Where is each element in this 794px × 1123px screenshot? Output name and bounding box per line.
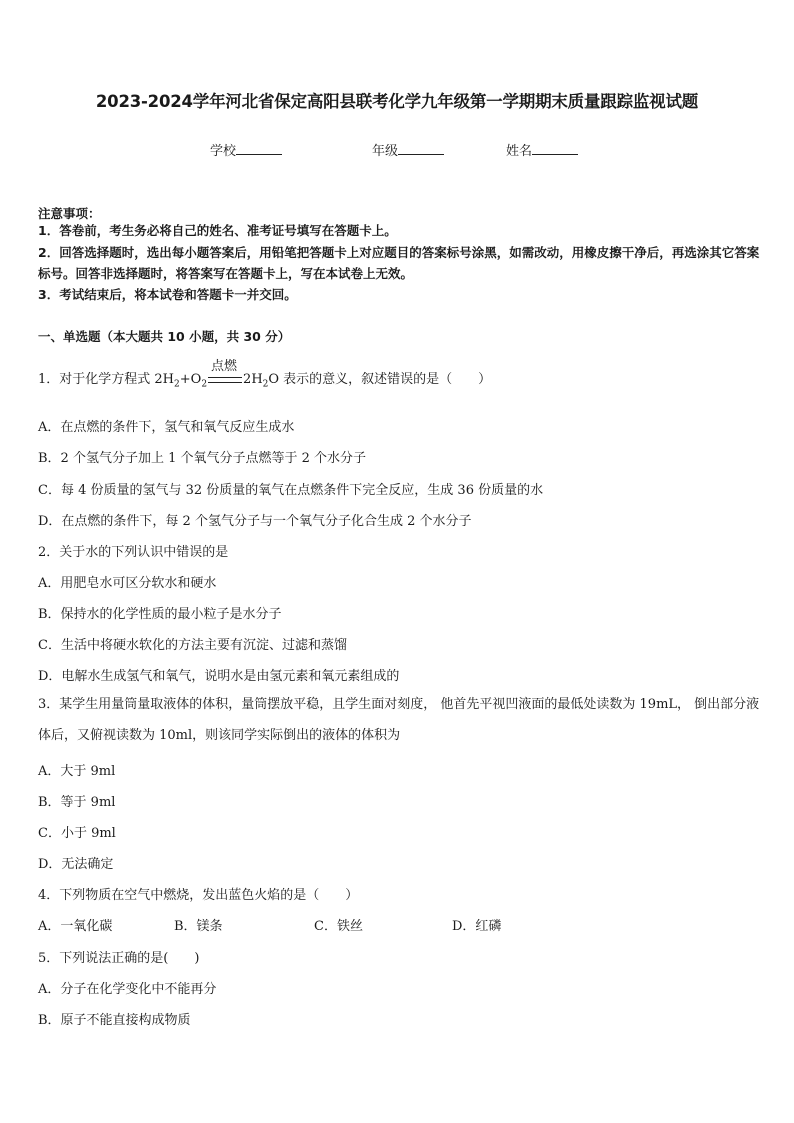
notice-item-2: 2．回答选择题时，选出每小题答案后，用铅笔把答题卡上对应题目的答案标号涂黑，如需改动，用橡皮擦干净后，再选涂其它答案标号。回答非选择题时，将答案写在答题卡上，写在本试卷上无效。 <box>38 245 760 281</box>
school-blank <box>236 142 282 155</box>
question-3-option-a: A．大于 9ml <box>38 764 116 779</box>
question-3-stem: 3．某学生用量筒量取液体的体积，量筒摆放平稳，且学生面对刻度， 他首先平视凹液面的最低处读数为 19mL， 倒出部分液体后，又俯视读数为 10ml，则该同学实际倒出的液体的体积为 <box>38 697 760 743</box>
notice-heading: 注意事项： <box>38 206 101 221</box>
name-label: 姓名 <box>506 144 533 159</box>
school-field <box>210 140 282 159</box>
question-1-option-b: B．2 个氢气分子加上 1 个氧气分子点燃等于 2 个水分子 <box>38 451 367 466</box>
grade-field <box>372 140 444 159</box>
name-field <box>506 140 578 159</box>
name-blank <box>532 142 578 155</box>
question-1-option-c: C．每 4 份质量的氢气与 32 份质量的氧气在点燃条件下完全反应，生成 36 份质量的水 <box>38 483 544 498</box>
notice-item-1: 1．答卷前，考生务必将自己的姓名、准考证号填写在答题卡上。 <box>38 223 397 238</box>
question-5-option-a: A．分子在化学变化中不能再分 <box>38 982 217 997</box>
question-3-option-d: D．无法确定 <box>38 857 114 872</box>
question-4-option-d: D．红磷 <box>452 919 502 934</box>
question-4-stem: 4．下列物质在空气中燃烧，发出蓝色火焰的是（ ） <box>38 888 359 903</box>
reaction-condition: 点燃 <box>211 359 238 374</box>
question-4-option-c: C．铁丝 <box>314 919 363 934</box>
section-heading: 一、单选题（本大题共 10 小题，共 30 分） <box>38 329 291 344</box>
reaction-arrow <box>207 359 243 387</box>
question-3-option-b: B．等于 9ml <box>38 795 116 810</box>
question-1-option-d: D．在点燃的条件下，每 2 个氢气分子与一个氧气分子化合生成 2 个水分子 <box>38 514 472 529</box>
grade-blank <box>398 142 444 155</box>
question-2-option-d: D．电解水生成氢气和氧气，说明水是由氢元素和氧元素组成的 <box>38 669 400 684</box>
question-2-stem: 2．关于水的下列认识中错误的是 <box>38 545 229 560</box>
question-5-option-b: B．原子不能直接构成物质 <box>38 1013 191 1028</box>
question-3-option-c: C．小于 9ml <box>38 826 116 841</box>
question-2-option-a: A．用肥皂水可区分软水和硬水 <box>38 576 217 591</box>
question-1-stem: 1．对于化学方程式 $2H_2+O_2$ 点燃 $2H_2O$ 表示的意义，叙述错误的是（ ） <box>38 368 491 390</box>
question-5-stem: 5．下列说法正确的是( ) <box>38 951 200 966</box>
page-title: 2023-2024学年河北省保定高阳县联考化学九年级第一学期期末质量跟踪监视试题 <box>95 92 699 111</box>
school-label: 学校 <box>210 144 237 159</box>
grade-label: 年级 <box>372 144 399 159</box>
question-2-option-b: B．保持水的化学性质的最小粒子是水分子 <box>38 607 282 622</box>
question-1-option-a: A．在点燃的条件下，氢气和氧气反应生成水 <box>38 420 295 435</box>
question-4-option-b: B．镁条 <box>174 919 223 934</box>
question-2-option-c: C．生活中将硬水软化的方法主要有沉淀、过滤和蒸馏 <box>38 638 347 653</box>
question-4-option-a: A．一氧化碳 <box>38 919 113 934</box>
notice-item-3: 3．考试结束后，将本试卷和答题卡一并交回。 <box>38 287 297 302</box>
